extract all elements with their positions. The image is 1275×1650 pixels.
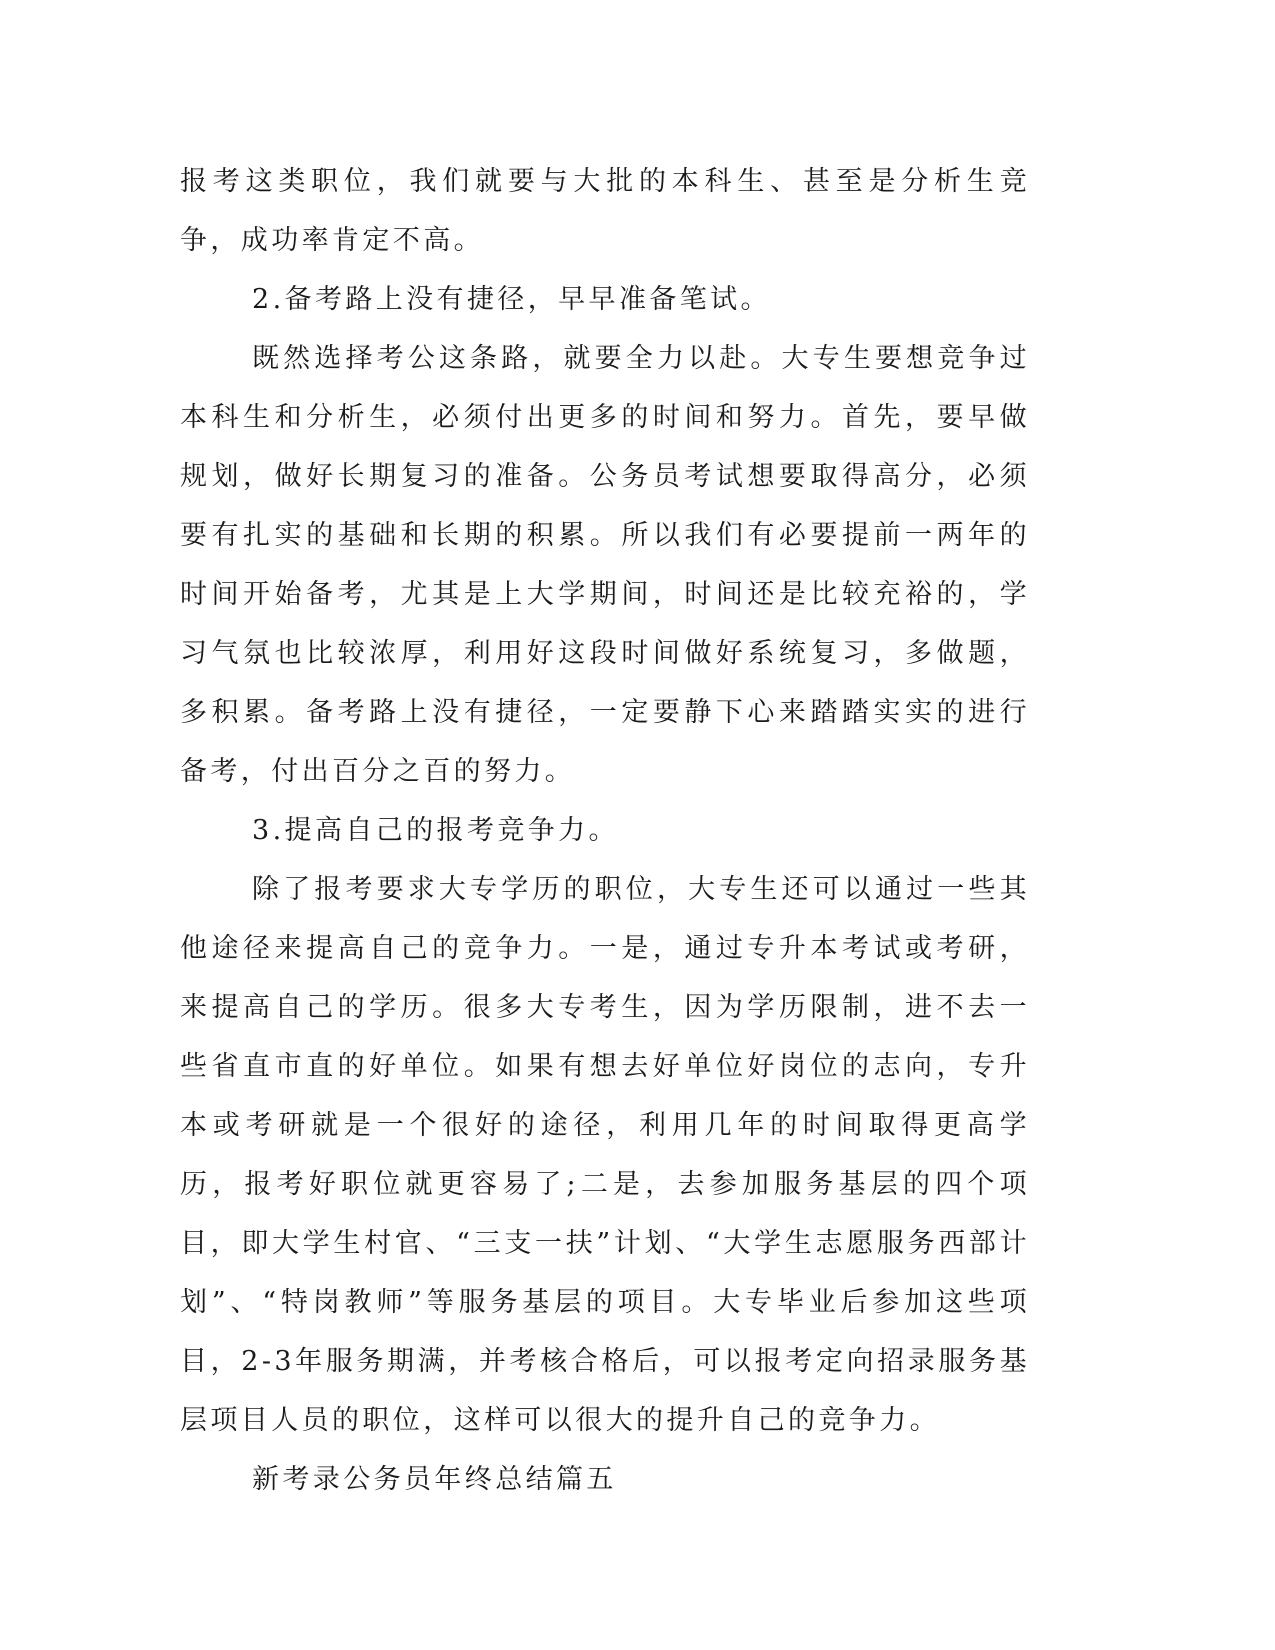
document-page: [180, 152, 1030, 1509]
section-heading-3: 3.提高自己的报考竞争力。: [252, 815, 619, 846]
paragraph-competitiveness: 除了报考要求大专学历的职位，大专生还可以通过一些其他途径来提高自己的竞争力。一是，通过专升本考试或考研，来提高自己的学历。很多大专考生，因为学历限制，进不去一些省直市直的好单位。如果有想去好单位好岗位的志向，专升本或考研就是一个很好的途径，利用几年的时间取得更高学历，报考好职位就更容易了;二是，去参加服务基层的四个项目，即大学生村官、“三支一扶”计划、“大学生志愿服务西部计划”、“特岗教师”等服务基层的项目。大专毕业后参加这些项目，2-3年服务期满，并考核合格后，可以报考定向招录服务基层项目人员的职位，这样可以很大的提升自己的竞争力。: [180, 874, 1030, 1436]
section-heading-2: 2.备考路上没有捷径，早早准备笔试。: [252, 284, 771, 315]
paragraph-continuation: 报考这类职位，我们就要与大批的本科生、甚至是分析生竞争，成功率肯定不高。: [180, 166, 1030, 256]
chapter-title: 新考录公务员年终总结篇五: [252, 1464, 617, 1495]
paragraph-preparation: 既然选择考公这条路，就要全力以赴。大专生要想竞争过本科生和分析生，必须付出更多的时间和努力。首先，要早做规划，做好长期复习的准备。公务员考试想要取得高分，必须要有扎实的基础和长期的积累。所以我们有必要提前一两年的时间开始备考，尤其是上大学期间，时间还是比较充裕的，学习气氛也比较浓厚，利用好这段时间做好系统复习，多做题，多积累。备考路上没有捷径，一定要静下心来踏踏实实的进行备考，付出百分之百的努力。: [180, 343, 1030, 787]
